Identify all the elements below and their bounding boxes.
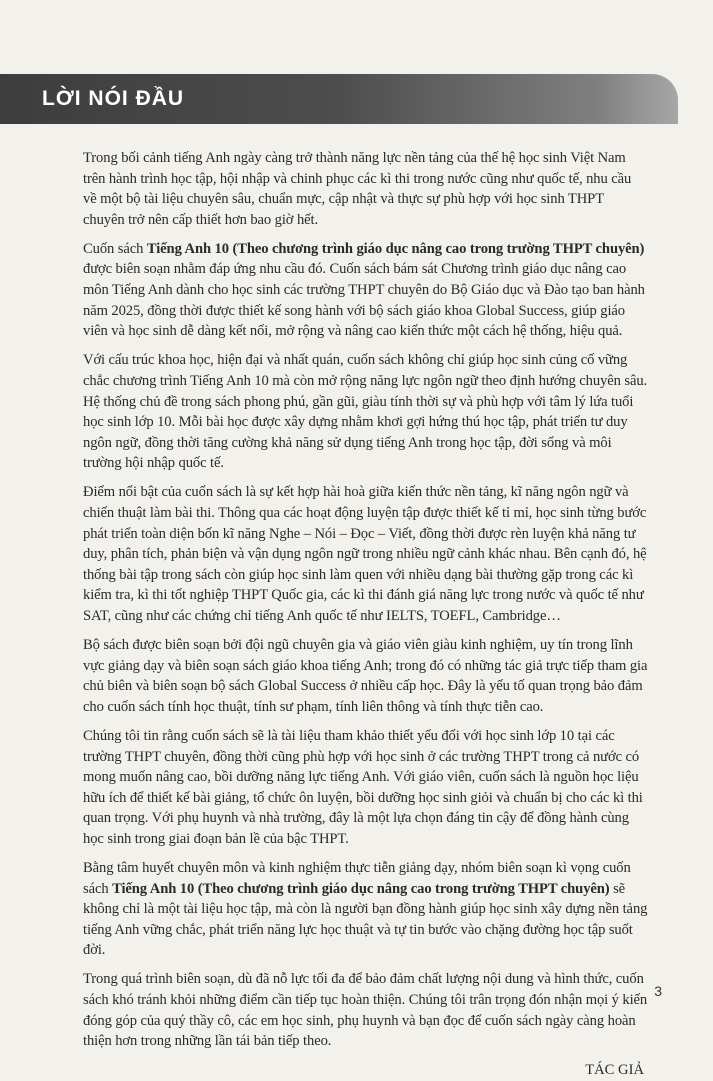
paragraph-3: Với cấu trúc khoa học, hiện đại và nhất quán, cuốn sách không chỉ giúp học sinh củng cố vững chắc chương trình Tiếng Anh 10 mà còn mở rộng năng lực ngôn ngữ theo định hướng chuyên sâu. Hệ thống chủ đề trong sách phong phú, gần gũi, giàu tính thời sự và phù hợp với tâm lý lứa tuổi học sinh lớp 10. Mỗi bài học được xây dựng nhằm khơi gợi hứng thú học tập, phát triển tư duy ngôn ngữ, đồng thời tăng cường khả năng sử dụng tiếng Anh trong học tập, đời sống và môi trường hội nhập quốc tế. xyxy=(83,352,648,472)
page-title: LỜI NÓI ĐẦU xyxy=(42,87,185,110)
book-title: Tiếng Anh 10 (Theo chương trình giáo dục nâng cao trong trường THPT chuyên) xyxy=(112,880,610,897)
section-header-banner xyxy=(0,74,678,124)
paragraph-4: Điểm nổi bật của cuốn sách là sự kết hợp hài hoà giữa kiến thức nền tảng, kĩ năng ngôn ngữ và chiến thuật làm bài thi. Thông qua các hoạt động luyện tập được thiết kế tỉ mỉ, học sinh từng bước phát triển toàn diện bốn kĩ năng Nghe – Nói – Đọc – Viết, đồng thời được rèn luyện khả năng tư duy, phân tích, phản biện và vận dụng ngôn ngữ trong nhiều ngữ cảnh khác nhau. Bên cạnh đó, hệ thống bài tập trong sách còn giúp học sinh làm quen với nhiều dạng bài thường gặp trong các kì kiểm tra, kì thi tốt nghiệp THPT Quốc gia, các kì thi đánh giá năng lực trong nước và quốc tế như SAT, cũng như các chứng chỉ tiếng Anh quốc tế như IELTS, TOEFL, Cambridge… xyxy=(83,484,647,624)
paragraph-7-rest: sẽ không chỉ là một tài liệu học tập, mà còn là người bạn đồng hành giúp học sinh xây dựng nền tảng tiếng Anh vững chắc, phát triển năng lực học thuật và tự tin bước vào chặng đường học tập suốt đời. xyxy=(83,880,648,959)
author-signature: TÁC GIẢ xyxy=(585,1062,644,1079)
page-number: 3 xyxy=(654,983,662,999)
book-title: Tiếng Anh 10 (Theo chương trình giáo dục nâng cao trong trường THPT chuyên) xyxy=(146,240,645,257)
paragraph-6: Chúng tôi tin rằng cuốn sách sẽ là tài liệu tham khảo thiết yếu đối với học sinh lớp 10 tại các trường THPT chuyên, đồng thời cũng phù hợp với học sinh ở các trường THPT trong cả nước có mong muốn nâng cao, bồi dưỡng năng lực tiếng Anh. Với giáo viên, cuốn sách là nguồn học liệu hữu ích để thiết kế bài giảng, tổ chức ôn luyện, bồi dưỡng học sinh giỏi và chuẩn bị cho các kì thi quan trọng. Với phụ huynh và nhà trường, đây là một lựa chọn đáng tin cậy để đồng hành cùng học sinh trong giai đoạn bản lề của bậc THPT. xyxy=(83,727,643,847)
paragraph-1: Trong bối cảnh tiếng Anh ngày càng trở thành năng lực nền tảng của thế hệ học sinh Việt Nam trên hành trình học tập, hội nhập và chinh phục các kì thi trong nước cũng như quốc tế, nhu cầu về một bộ tài liệu chuyên sâu, chuẩn mực, cập nhật và thực sự phù hợp với học sinh THPT chuyên trở nên cấp thiết hơn bao giờ hết. xyxy=(83,150,632,228)
preface-body xyxy=(83,148,648,1081)
paragraph-8: Trong quá trình biên soạn, dù đã nỗ lực tối đa để bảo đảm chất lượng nội dung và hình thức, cuốn sách khó tránh khỏi những điểm cần tiếp tục hoàn thiện. Chúng tôi trân trọng đón nhận mọi ý kiến đóng góp của quý thầy cô, các em học sinh, phụ huynh và bạn đọc để cuốn sách ngày càng hoàn thiện hơn trong những lần tái bản tiếp theo. xyxy=(83,971,648,1050)
paragraph-5: Bộ sách được biên soạn bởi đội ngũ chuyên gia và giáo viên giàu kinh nghiệm, uy tín trong lĩnh vực giảng dạy và biên soạn sách giáo khoa tiếng Anh; trong đó có những tác giả trực tiếp tham gia chủ biên và biên soạn bộ sách Global Success ở nhiều cấp học. Đây là yếu tố quan trọng bảo đảm cho cuốn sách tính học thuật, tính sư phạm, tính liên thông và tính thực tiễn cao. xyxy=(83,637,648,715)
paragraph-7 xyxy=(83,858,648,961)
paragraph-2 xyxy=(83,239,648,342)
paragraph-2-intro: Cuốn sách xyxy=(83,240,147,257)
paragraph-2-rest: được biên soạn nhằm đáp ứng nhu cầu đó. Cuốn sách bám sát Chương trình giáo dục nâng cao môn Tiếng Anh dành cho học sinh các trường THPT chuyên do Bộ Giáo dục và Đào tạo ban hành năm 2025, đồng thời được thiết kế song hành với bộ sách giáo khoa Global Success, giúp giáo viên và học sinh dễ dàng kết nối, mở rộng và nâng cao kiến thức một cách hệ thống, hiệu quả. xyxy=(83,261,645,340)
paragraph-7-intro: Bằng tâm huyết chuyên môn và kinh nghiệm thực tiễn giảng dạy, nhóm biên soạn kì vọng cuốn sách xyxy=(83,860,631,897)
